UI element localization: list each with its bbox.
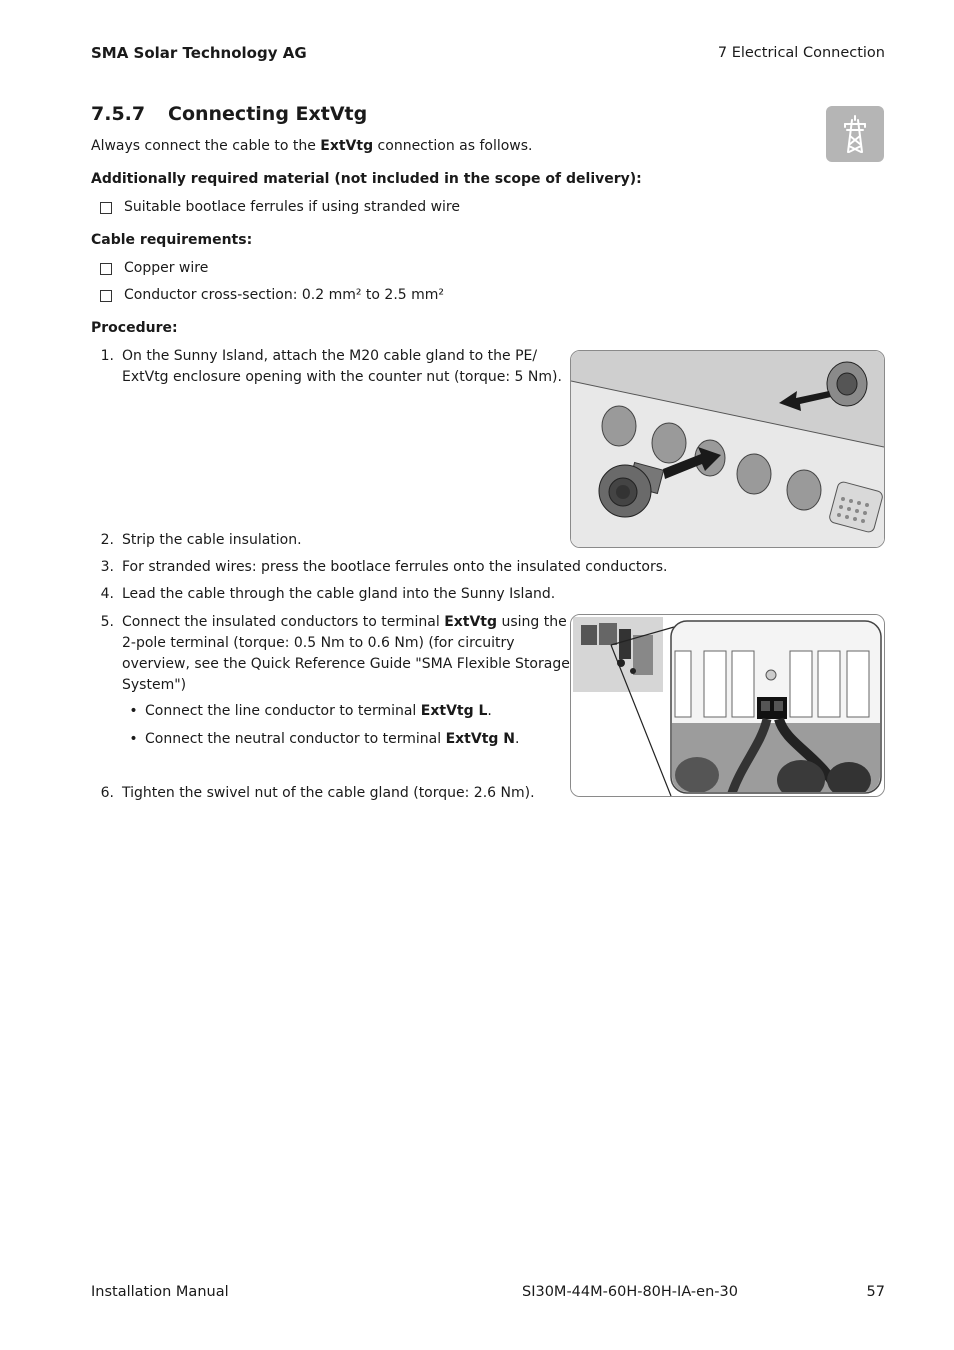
step-text-bold: ExtVtg — [444, 614, 498, 630]
step-text: System") — [122, 677, 187, 693]
step-number: 3. — [100, 559, 114, 575]
step-text-pre: Connect the insulated conductors to terminal — [122, 614, 445, 630]
step-text-post: using the — [497, 614, 567, 630]
bullet-bold: ExtVtg N — [445, 731, 516, 747]
step-text: For stranded wires: press the bootlace ferrules onto the insulated conductors. — [122, 559, 668, 575]
header-chapter: 7 Electrical Connection — [717, 45, 885, 61]
procedure-step — [82, 530, 302, 551]
intro-pre: Always connect the cable to the — [91, 138, 321, 154]
procedure-step — [82, 783, 535, 804]
cable-item-label: Copper wire — [124, 260, 209, 276]
step-text: On the Sunny Island, attach the M20 cable gland to the PE/ — [122, 348, 538, 364]
procedure-heading: Procedure: — [91, 320, 178, 336]
intro-text — [91, 136, 533, 157]
bullet-post: . — [487, 703, 492, 719]
step-number: 5. — [100, 614, 114, 630]
figure-cable-gland — [570, 350, 885, 548]
footer-doc-id: SI30M-44M-60H-80H-IA-en-30 — [522, 1284, 738, 1300]
checkbox-icon — [100, 202, 112, 214]
step-number: 1. — [100, 348, 114, 364]
step-text: 2-pole terminal (torque: 0.5 Nm to 0.6 Nm) (for circuitry — [122, 635, 515, 651]
section-heading — [91, 103, 367, 125]
step-text: Strip the cable insulation. — [122, 532, 302, 548]
cable-item — [91, 285, 444, 306]
figure-terminal-connection — [570, 614, 885, 797]
procedure-step — [82, 584, 555, 605]
step-number: 6. — [100, 785, 114, 801]
step-number: 2. — [100, 532, 114, 548]
bullet-post: . — [515, 731, 520, 747]
footer-page-number: 57 — [866, 1284, 885, 1300]
step-text: Tighten the swivel nut of the cable gland (torque: 2.6 Nm). — [122, 785, 535, 801]
section-number: 7.5.7 — [91, 103, 146, 125]
cable-heading: Cable requirements: — [91, 232, 253, 248]
bullet-icon: • — [129, 703, 138, 719]
step-text: Lead the cable through the cable gland into the Sunny Island. — [122, 586, 556, 602]
step-text: ExtVtg enclosure opening with the counter nut (torque: 5 Nm). — [122, 369, 562, 385]
procedure-step — [82, 612, 570, 696]
bullet-pre: Connect the neutral conductor to terminal — [145, 731, 446, 747]
procedure-step — [82, 557, 667, 578]
header-company: SMA Solar Technology AG — [91, 44, 307, 62]
checkbox-icon — [100, 290, 112, 302]
bullet-pre: Connect the line conductor to terminal — [145, 703, 421, 719]
material-heading: Additionally required material (not included in the scope of delivery): — [91, 171, 642, 187]
checkbox-icon — [100, 263, 112, 275]
intro-bold: ExtVtg — [320, 138, 374, 154]
bullet-icon: • — [129, 731, 138, 747]
step-number: 4. — [100, 586, 114, 602]
bullet-item — [122, 729, 519, 750]
step-text — [122, 612, 570, 633]
bullet-item — [122, 701, 492, 722]
bullet-bold: ExtVtg L — [420, 703, 488, 719]
section-title: Connecting ExtVtg — [168, 103, 368, 125]
step-text: overview, see the Quick Reference Guide "SMA Flexible Storage — [122, 656, 570, 672]
cable-item — [91, 258, 208, 279]
material-item — [91, 197, 460, 218]
power-pylon-icon — [826, 106, 884, 162]
procedure-step — [82, 346, 562, 388]
cable-item-label: Conductor cross-section: 0.2 mm² to 2.5 mm² — [124, 287, 445, 303]
footer-doc-type: Installation Manual — [91, 1284, 229, 1300]
material-item-label: Suitable bootlace ferrules if using stranded wire — [124, 199, 460, 215]
intro-post: connection as follows. — [373, 138, 533, 154]
